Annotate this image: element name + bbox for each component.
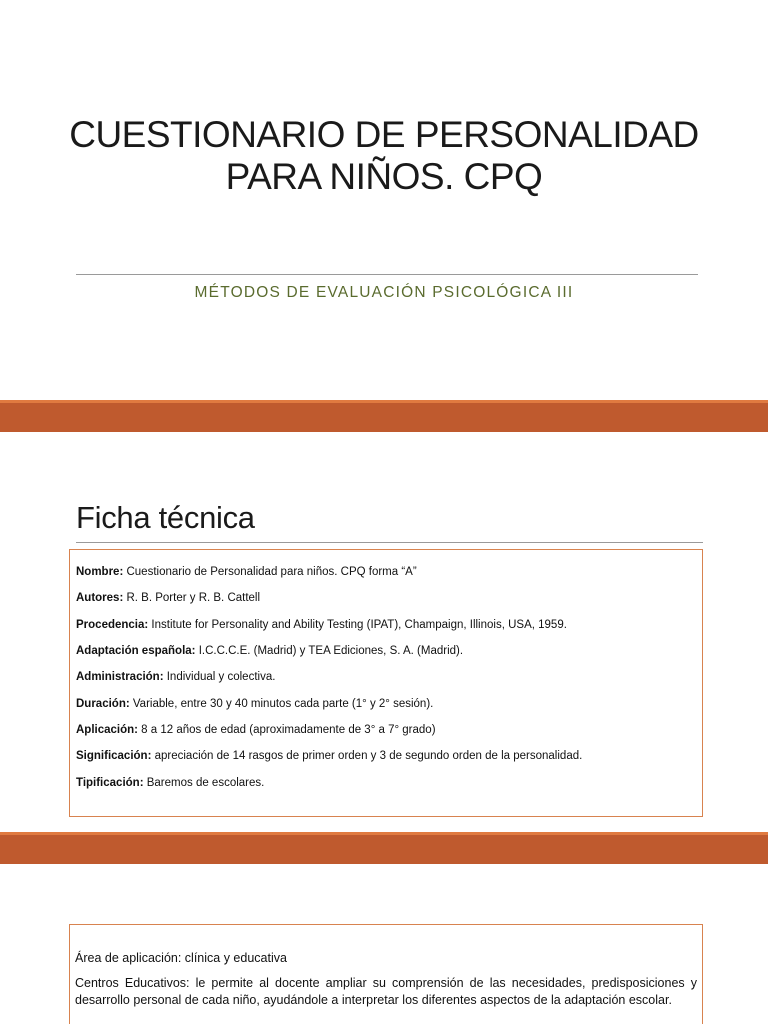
sheet-row bbox=[76, 750, 702, 763]
row-value: R. B. Porter y R. B. Cattell bbox=[123, 592, 261, 605]
sheet-row bbox=[76, 698, 702, 711]
technical-sheet-box bbox=[69, 549, 703, 817]
sheet-row bbox=[76, 645, 702, 658]
slide-separator bbox=[0, 832, 768, 864]
sheet-row bbox=[76, 724, 702, 737]
row-label: Administración: bbox=[76, 671, 164, 684]
educational-centers-paragraph: Centros Educativos: le permite al docente ampliar su comprensión de las necesidades, predisposiciones y desarrollo personal de cada niño, ayudándole a interpretar los diferentes aspectos de la adaptación escolar. bbox=[75, 976, 697, 1007]
heading-divider bbox=[76, 542, 703, 543]
slide-title bbox=[40, 114, 728, 198]
technical-sheet-slide bbox=[0, 432, 768, 832]
row-label: Nombre: bbox=[76, 566, 124, 578]
slide-title-line-2: PARA NIÑOS. CPQ bbox=[225, 156, 543, 197]
row-label: Tipificación: bbox=[76, 776, 144, 789]
row-label: Significación: bbox=[76, 750, 152, 763]
slide-subtitle: MÉTODOS DE EVALUACIÓN PSICOLÓGICA III bbox=[194, 284, 574, 301]
row-value: Variable, entre 30 y 40 minutos cada parte (1° y 2° sesión). bbox=[129, 697, 434, 710]
title-slide bbox=[0, 0, 768, 400]
row-label: Autores: bbox=[76, 592, 124, 605]
row-label: Aplicación: bbox=[76, 724, 138, 737]
sheet-row bbox=[76, 777, 702, 790]
sheet-row bbox=[76, 566, 702, 579]
row-value: I.C.C.C.E. (Madrid) y TEA Ediciones, S. A. (Madrid). bbox=[195, 645, 464, 658]
row-value: Cuestionario de Personalidad para niños. CPQ forma “A” bbox=[123, 566, 417, 578]
row-label: Duración: bbox=[76, 697, 130, 710]
slide-separator bbox=[0, 400, 768, 432]
row-value: 8 a 12 años de edad (aproximadamente de 3° a 7° grado) bbox=[137, 724, 436, 737]
application-box bbox=[69, 924, 703, 1024]
slide-title-line-1: CUESTIONARIO DE PERSONALIDAD bbox=[69, 114, 699, 155]
row-label: Adaptación española: bbox=[76, 645, 196, 658]
application-area-text: Área de aplicación: clínica y educativa bbox=[75, 951, 287, 965]
sheet-row bbox=[76, 619, 702, 632]
sheet-row bbox=[76, 671, 702, 684]
row-value: Individual y colectiva. bbox=[163, 671, 276, 684]
slide-heading: Ficha técnica bbox=[76, 500, 255, 535]
row-value: apreciación de 14 rasgos de primer orden y 3 de segundo orden de la personalidad. bbox=[151, 750, 583, 763]
sheet-row bbox=[76, 592, 702, 605]
row-value: Institute for Personality and Ability Testing (IPAT), Champaign, Illinois, USA, 1959. bbox=[148, 618, 567, 631]
application-slide bbox=[0, 864, 768, 1024]
row-label: Procedencia: bbox=[76, 618, 149, 631]
row-value: Baremos de escolares. bbox=[143, 776, 265, 789]
title-divider bbox=[76, 274, 698, 275]
